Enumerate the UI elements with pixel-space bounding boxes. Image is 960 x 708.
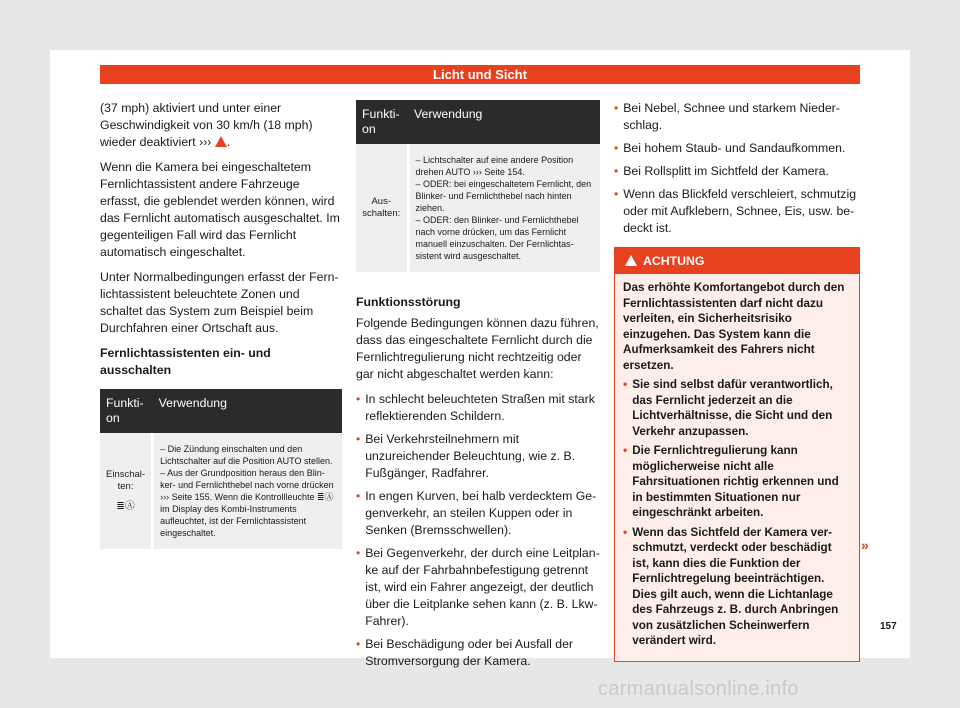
table-cell-function: Einschalten: ≣Ⓐ — [100, 433, 153, 549]
table-header-usage: Verwendung — [153, 389, 342, 433]
list-item: • Bei hohem Staub- und Sandaufkommen. — [614, 141, 846, 155]
list-item: • Sie sind selbst dafür verantwortlich, das Fernlicht jederzeit an die Lichtverhältnisse, die Sicht und den Verkehr anzupassen. — [623, 377, 833, 438]
list-item: • Bei Gegenverkehr, der durch eine Leitplanke auf der Fahrbahnbefestigung getrennt ist, wird ein Fahrer angezeigt, der deutlich über die Leitplanke sehen kann (z. B. Lkw-Fahrer). — [356, 546, 600, 628]
list-item: • Die Fernlichtregulierung kann möglicherweise nicht alle Fahrsituationen richtig erkennen und in bestimmten Situationen nur eingeschränkt arbeiten. — [623, 443, 839, 519]
bullet-icon: • — [623, 524, 628, 539]
warning-text: Das erhöhte Komfortangebot durch den Fernlichtassistenten darf nicht dazu verleiten, ein Sicherheitsrisiko einzugehen. Das System kann die Aufmerksamkeit des Fahrers nicht ersetzen. — [623, 281, 845, 372]
bullet-icon: • — [623, 377, 628, 391]
bullet-icon: • — [614, 164, 619, 178]
column-left — [100, 100, 342, 549]
list-item: • Bei Rollsplitt im Sichtfeld der Kamera. — [614, 164, 829, 178]
bullet-icon: • — [614, 101, 619, 115]
list-item: • In schlecht beleuchteten Straßen mit stark reflektierenden Schildern. — [356, 392, 595, 423]
warning-body — [615, 274, 859, 661]
paragraph: Wenn die Kamera bei eingeschaltetem Fernlichtassistent andere Fahrzeuge erfasst, die geblendet werden können, wird das Fernlicht automatisch ausgeschaltet. Im gegenteiligen Fall wird das Fernlicht automatisch eingeschaltet. — [100, 160, 340, 259]
table-header-function: Funktion — [100, 389, 153, 433]
table-row — [356, 144, 600, 272]
bullet-icon: • — [614, 141, 619, 155]
paragraph: Folgende Bedingungen können dazu führen, dass das eingeschaltete Fernlicht durch die Fernlichtregulierung nicht rechtzeitig oder gar nicht abgeschaltet werden kann: — [356, 316, 599, 381]
list-item: • Wenn das Blickfeld verschleiert, schmutzig oder mit Aufklebern, Schnee, Eis, usw. bedeckt ist. — [614, 187, 857, 235]
table-cell-usage: – Lichtschalter auf eine andere Position drehen AUTO ››› Seite 154. – ODER: bei eingeschaltetem Fernlicht, den Blinker- und Fernlichthebel nach hinten ziehen. – ODER: den Blinker- und Fernlichthebel nach vorne drücken, um das Fernlicht manuell einzuschalten. Der Fernlichtassistent wird ausgeschaltet. — [408, 144, 600, 272]
watermark: carmanualsonline.info — [598, 678, 799, 700]
continue-mark: » — [861, 537, 869, 553]
warning-box — [614, 247, 860, 662]
bullet-icon: • — [356, 432, 361, 446]
subheading: Fernlichtassistenten ein- und ausschalten — [100, 346, 271, 377]
table-cell-usage: – Die Zündung einschalten und den Lichtschalter auf die Position AUTO stellen. – Aus der Grundposition heraus den Blinker- und Fernlichthebel nach vorne drücken ››› Seite 155. Wenn die Kontrollleuchte ≣Ⓐ im Display des Kombi-Instruments aufleuchtet, ist der Fernlichtassistent eingeschaltet. — [153, 433, 342, 549]
bullet-icon: • — [356, 489, 361, 503]
high-beam-assist-icon: ≣Ⓐ — [116, 501, 135, 512]
list-item: • Bei Beschädigung oder bei Ausfall der Stromversorgung der Kamera. — [356, 637, 574, 668]
table-header-usage: Verwendung — [408, 100, 600, 144]
table-header-function: Funktion — [356, 100, 408, 144]
section-header: Licht und Sicht — [100, 65, 860, 84]
bullet-icon: • — [623, 443, 628, 457]
bullet-icon: • — [356, 637, 361, 651]
list-item: • In engen Kurven, bei halb verdecktem Gegenverkehr, an steilen Kuppen oder in Senken (Bremsschwellen). — [356, 489, 597, 537]
subheading: Funktionsstörung — [356, 295, 461, 309]
column-middle — [356, 100, 600, 676]
paragraph: Unter Normalbedingungen erfasst der Fernlichtassistent beleuchtete Zonen und schaltet das System zum Beispiel beim Durchfahren einer Ortschaft aus. — [100, 270, 339, 335]
paragraph: (37 mph) aktiviert und unter einer Geschwindigkeit von 30 km/h (18 mph) wieder deaktiviert ››› . — [100, 101, 313, 149]
column-right — [614, 100, 860, 662]
list-item: • Wenn das Sichtfeld der Kamera verschmutzt, verdeckt oder beschädigt ist, kann dies die Funktion der Fernlichtregelung beeinträchtigen. Dies gilt auch, wenn die Lichtanlage des Fahrzeugs z. B. durch Anbringen von zusätzlichen Scheinwerfern verändert wird. — [623, 524, 839, 647]
bullet-icon: • — [356, 392, 361, 406]
function-table — [356, 100, 600, 272]
warning-header: ACHTUNG — [615, 248, 859, 274]
bullet-icon: • — [614, 187, 619, 201]
list-item: • Bei Verkehrsteilnehmern mit unzureichender Beleuchtung, wie z. B. Fußgänger, Radfahrer. — [356, 432, 576, 480]
page-number: 157 — [880, 621, 897, 632]
bullet-icon: • — [356, 546, 361, 560]
function-table — [100, 389, 342, 549]
table-cell-function: Ausschalten: — [356, 144, 408, 272]
warning-icon — [625, 255, 637, 266]
warning-icon — [215, 136, 227, 147]
list-item: • Bei Nebel, Schnee und starkem Niederschlag. — [614, 101, 840, 132]
table-row — [100, 433, 342, 549]
